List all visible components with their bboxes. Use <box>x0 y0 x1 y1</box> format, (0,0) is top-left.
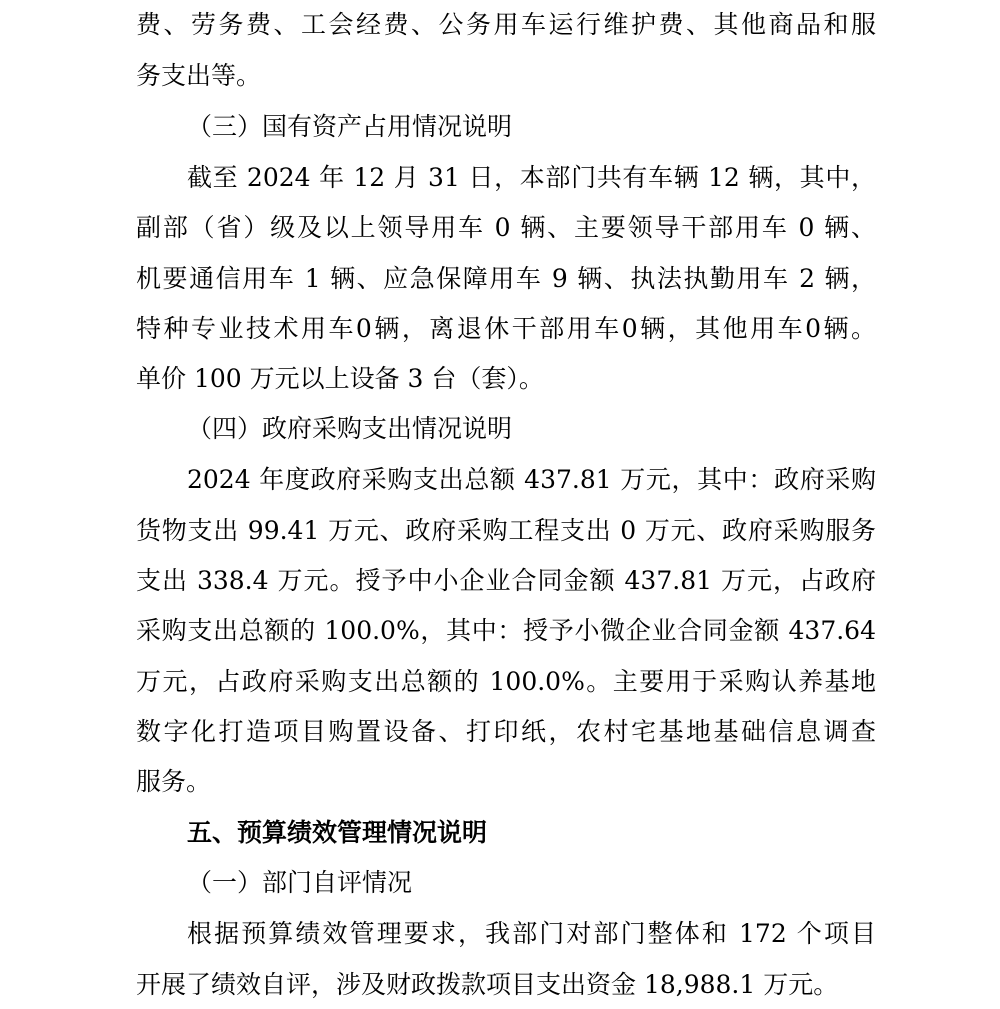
paragraph-line: 开展了绩效自评，涉及财政拨款项目支出资金 18,988.1 万元。 <box>136 970 839 999</box>
section-heading-self-evaluation: （一）部门自评情况 <box>187 868 413 897</box>
paragraph-line: 2024 年度政府采购支出总额 437.81 万元，其中：政府采购 <box>187 465 876 494</box>
paragraph-line: 根据预算绩效管理要求，我部门对部门整体和 172 个项目 <box>187 919 876 948</box>
paragraph-line: 副部（省）级及以上领导用车 0 辆、主要领导干部用车 0 辆、 <box>136 213 876 242</box>
paragraph-line: 数字化打造项目购置设备、打印纸，农村宅基地基础信息调查 <box>136 717 876 746</box>
paragraph-line: 货物支出 99.41 万元、政府采购工程支出 0 万元、政府采购服务 <box>136 516 876 545</box>
paragraph-line: 采购支出总额的 100.0%，其中：授予小微企业合同金额 437.64 <box>136 616 876 645</box>
paragraph-line: 单价 100 万元以上设备 3 台（套）。 <box>136 364 544 393</box>
paragraph-line: 支出 338.4 万元。授予中小企业合同金额 437.81 万元，占政府 <box>136 566 876 595</box>
paragraph-line: 费、劳务费、工会经费、公务用车运行维护费、其他商品和服 <box>136 10 876 39</box>
paragraph-line: 特种专业技术用车0辆，离退休干部用车0辆，其他用车0辆。 <box>136 314 876 343</box>
paragraph-line: 务支出等。 <box>136 61 262 90</box>
section-heading-procurement: （四）政府采购支出情况说明 <box>187 414 513 443</box>
paragraph-line: 万元，占政府采购支出总额的 100.0%。主要用于采购认养基地 <box>136 667 876 696</box>
chapter-heading-performance: 五、预算绩效管理情况说明 <box>187 818 488 847</box>
paragraph-line: 截至 2024 年 12 月 31 日，本部门共有车辆 12 辆，其中， <box>187 163 876 192</box>
paragraph-line: 服务。 <box>136 767 212 796</box>
paragraph-line: 机要通信用车 1 辆、应急保障用车 9 辆、执法执勤用车 2 辆， <box>136 264 876 293</box>
section-heading-assets: （三）国有资产占用情况说明 <box>187 112 513 141</box>
